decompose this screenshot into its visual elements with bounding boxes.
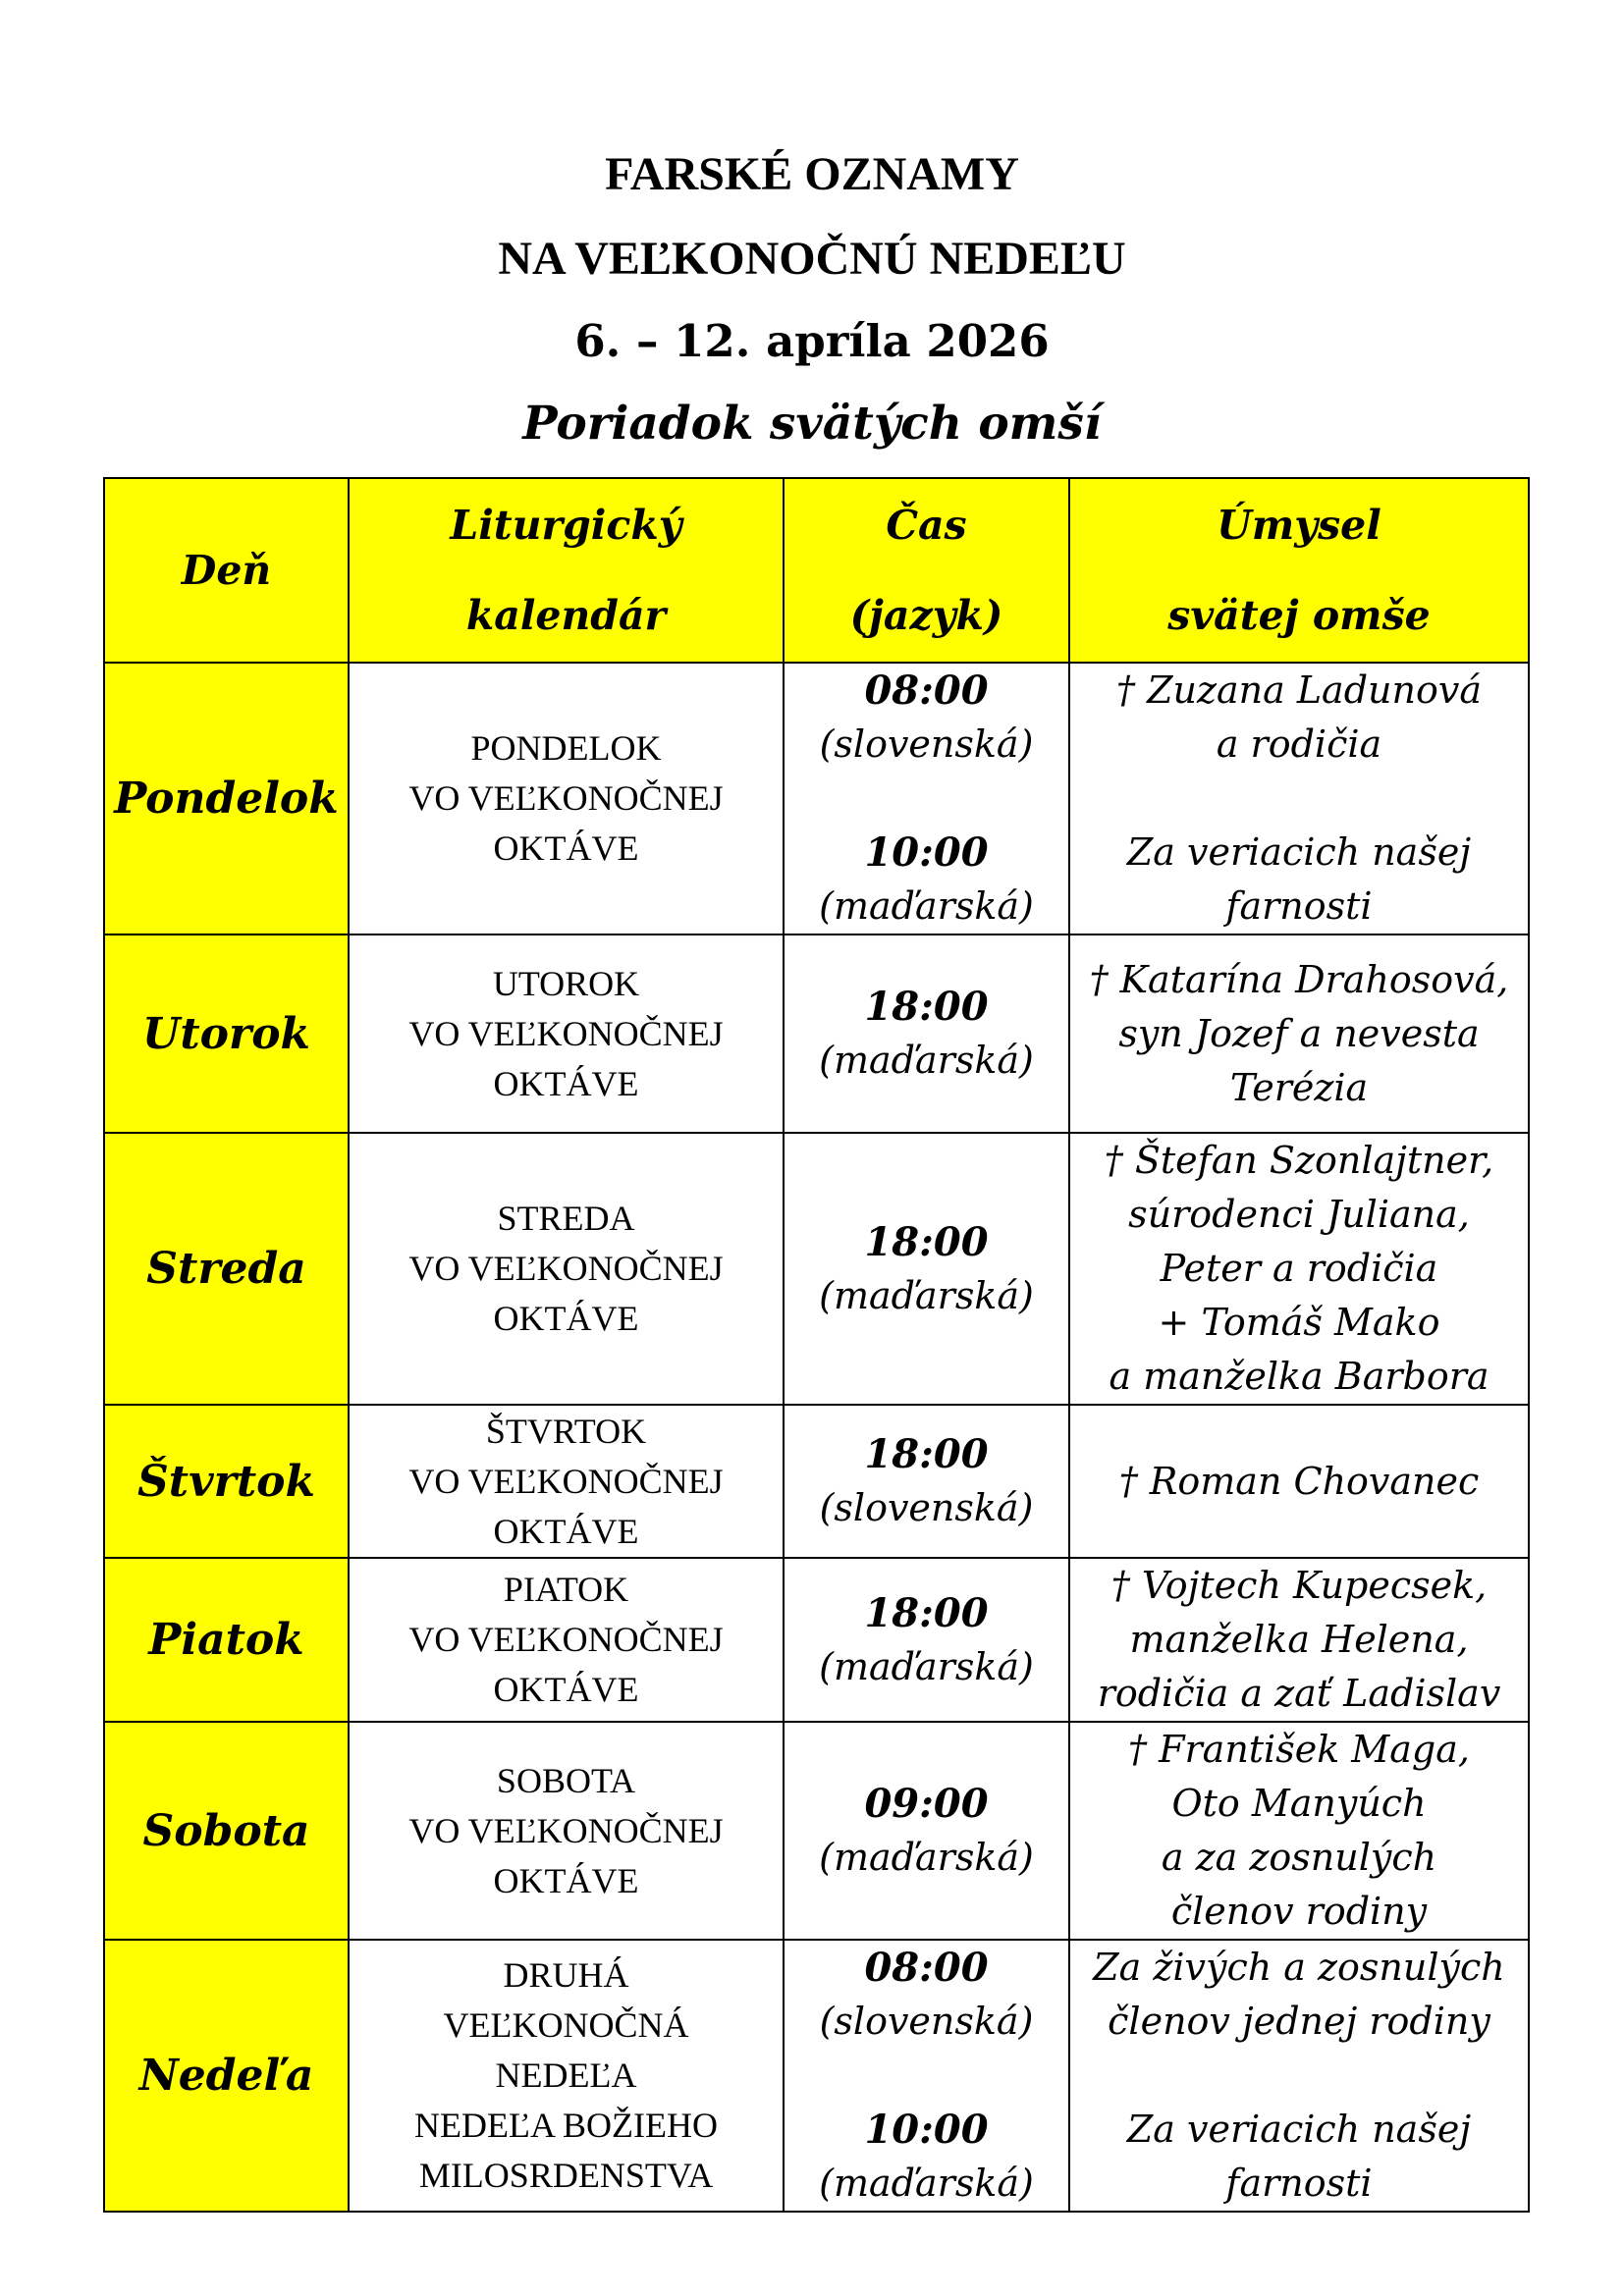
calendar-line: VO VEĽKONOČNEJ [408,1620,724,1659]
mass-time: 08:00 [864,667,989,714]
calendar-line: SOBOTA [496,1760,636,1800]
time-cell [784,1940,1069,2212]
day-cell: Utorok [104,934,349,1133]
column-header-calendar: Liturgický kalendár [349,478,784,663]
calendar-line: OKTÁVE [493,1299,639,1338]
intention-line: + Tomáš Mako [1158,1301,1440,1344]
intention-line [1070,2049,1528,2103]
calendar-line: ŠTVRTOK [485,1411,647,1451]
calendar-line: VEĽKONOČNÁ [443,2005,689,2045]
table-row [104,934,1529,1133]
calendar-line: OKTÁVE [493,1860,639,1900]
calendar-line: MILOSRDENSTVA [418,2156,714,2195]
intention-cell [1069,1558,1529,1722]
column-header-day: Deň [104,478,349,663]
intention-line: súrodenci Juliana, [1128,1193,1470,1236]
intention-line: Za veriacich našej [1126,830,1472,874]
mass-language: (maďarská) [819,2162,1034,2205]
time-cell [784,1405,1069,1558]
time-cell [784,1133,1069,1405]
column-header-time: Čas (jazyk) [784,478,1069,663]
day-cell: Piatok [104,1558,349,1722]
day-cell: Sobota [104,1722,349,1940]
column-header-intention: Úmysel svätej omše [1069,478,1529,663]
mass-language: (maďarská) [819,1836,1034,1879]
calendar-line: VO VEĽKONOČNEJ [408,1249,724,1288]
intention-cell [1069,1405,1529,1558]
intention-line: Za veriacich našej [1126,2108,1472,2151]
day-cell: Nedeľa [104,1940,349,2212]
table-row [104,1940,1529,2212]
mass-time: 18:00 [864,1431,989,1477]
calendar-line: STREDA [497,1199,635,1238]
liturgical-calendar-cell [349,1722,784,1940]
calendar-line: OKTÁVE [493,1670,639,1709]
title-line-1: FARSKÉ OZNAMY [605,148,1019,200]
intention-line: † Zuzana Ladunová [1115,668,1482,712]
intention-cell [1069,1722,1529,1940]
intention-line: † Roman Chovanec [1118,1459,1480,1503]
table-row [104,1722,1529,1940]
intention-line: syn Jozef a nevesta [1118,1011,1480,1055]
mass-time: 18:00 [864,1589,989,1636]
calendar-line: OKTÁVE [493,1511,639,1551]
mass-language: (maďarská) [819,1644,1034,1688]
time-cell [784,1722,1069,1940]
calendar-line: OKTÁVE [493,1063,639,1103]
day-cell: Pondelok [104,663,349,934]
table-row [104,1133,1529,1405]
calendar-line: VO VEĽKONOČNEJ [408,1461,724,1501]
intention-line: rodičia a zať Ladislav [1097,1672,1501,1715]
intention-line: a rodičia [1216,722,1382,766]
intention-cell [1069,934,1529,1133]
table-row [104,1558,1529,1722]
schedule-subtitle: Poriadok svätých omší [522,397,1102,451]
mass-language: (maďarská) [819,1039,1034,1082]
spacer [785,2049,1068,2103]
mass-language: (maďarská) [819,1273,1034,1317]
intention-line: Oto Manyúch [1171,1782,1427,1825]
intention-line: Terézia [1229,1065,1369,1109]
mass-language: (slovenská) [819,1486,1034,1529]
table-header-row [104,478,1529,663]
intention-line: farnosti [1225,2162,1373,2205]
day-cell: Štvrtok [104,1405,349,1558]
calendar-line: UTOROK [492,963,640,1003]
calendar-line: NEDEĽA [495,2056,637,2095]
mass-language: (slovenská) [819,722,1034,766]
mass-time: 18:00 [864,984,989,1030]
mass-schedule-table [103,477,1530,2213]
intention-line: † Vojtech Kupecsek, [1110,1564,1488,1607]
calendar-line: OKTÁVE [493,828,639,868]
calendar-line: DRUHÁ [503,1955,629,1995]
intention-line: † Katarína Drahosová, [1089,957,1509,1001]
intention-cell [1069,1940,1529,2212]
calendar-line: PIATOK [503,1570,629,1609]
liturgical-calendar-cell [349,1133,784,1405]
day-cell: Streda [104,1133,349,1405]
mass-time: 09:00 [864,1781,989,1827]
table-row [104,663,1529,934]
title-line-2: NA VEĽKONOČNÚ NEDEĽU [498,233,1126,285]
table-row [104,1405,1529,1558]
schedule-body [104,663,1529,2212]
calendar-line: NEDEĽA BOŽIEHO [414,2106,718,2145]
intention-line [1070,772,1528,826]
time-cell [784,934,1069,1133]
liturgical-calendar-cell [349,1558,784,1722]
intention-line: Peter a rodičia [1160,1247,1438,1290]
liturgical-calendar-cell [349,1405,784,1558]
intention-line: členov rodiny [1170,1890,1428,1933]
intention-line: členov jednej rodiny [1108,2000,1490,2043]
liturgical-calendar-cell [349,663,784,934]
mass-language: (slovenská) [819,2000,1034,2043]
mass-time: 08:00 [864,1945,989,1991]
time-cell [784,663,1069,934]
date-range: 6. – 12. apríla 2026 [574,315,1050,367]
intention-cell [1069,1133,1529,1405]
intention-line: farnosti [1225,884,1373,928]
intention-line: a manželka Barbora [1109,1355,1489,1398]
intention-cell [1069,663,1529,934]
calendar-line: VO VEĽKONOČNEJ [408,1810,724,1850]
liturgical-calendar-cell [349,1940,784,2212]
mass-time: 18:00 [864,1218,989,1265]
calendar-line: VO VEĽKONOČNEJ [408,1013,724,1053]
mass-language: (maďarská) [819,884,1034,928]
mass-time: 10:00 [864,2107,989,2153]
liturgical-calendar-cell [349,934,784,1133]
intention-line: † František Maga, [1128,1728,1470,1771]
intention-line: Za živých a zosnulých [1093,1946,1505,1989]
intention-line: manželka Helena, [1129,1618,1469,1661]
calendar-line: PONDELOK [470,728,662,768]
intention-line: † Štefan Szonlajtner, [1104,1139,1494,1182]
mass-time: 10:00 [864,829,989,876]
calendar-line: VO VEĽKONOČNEJ [408,778,724,818]
spacer [785,772,1068,826]
time-cell [784,1558,1069,1722]
intention-line: a za zosnulých [1161,1836,1437,1879]
